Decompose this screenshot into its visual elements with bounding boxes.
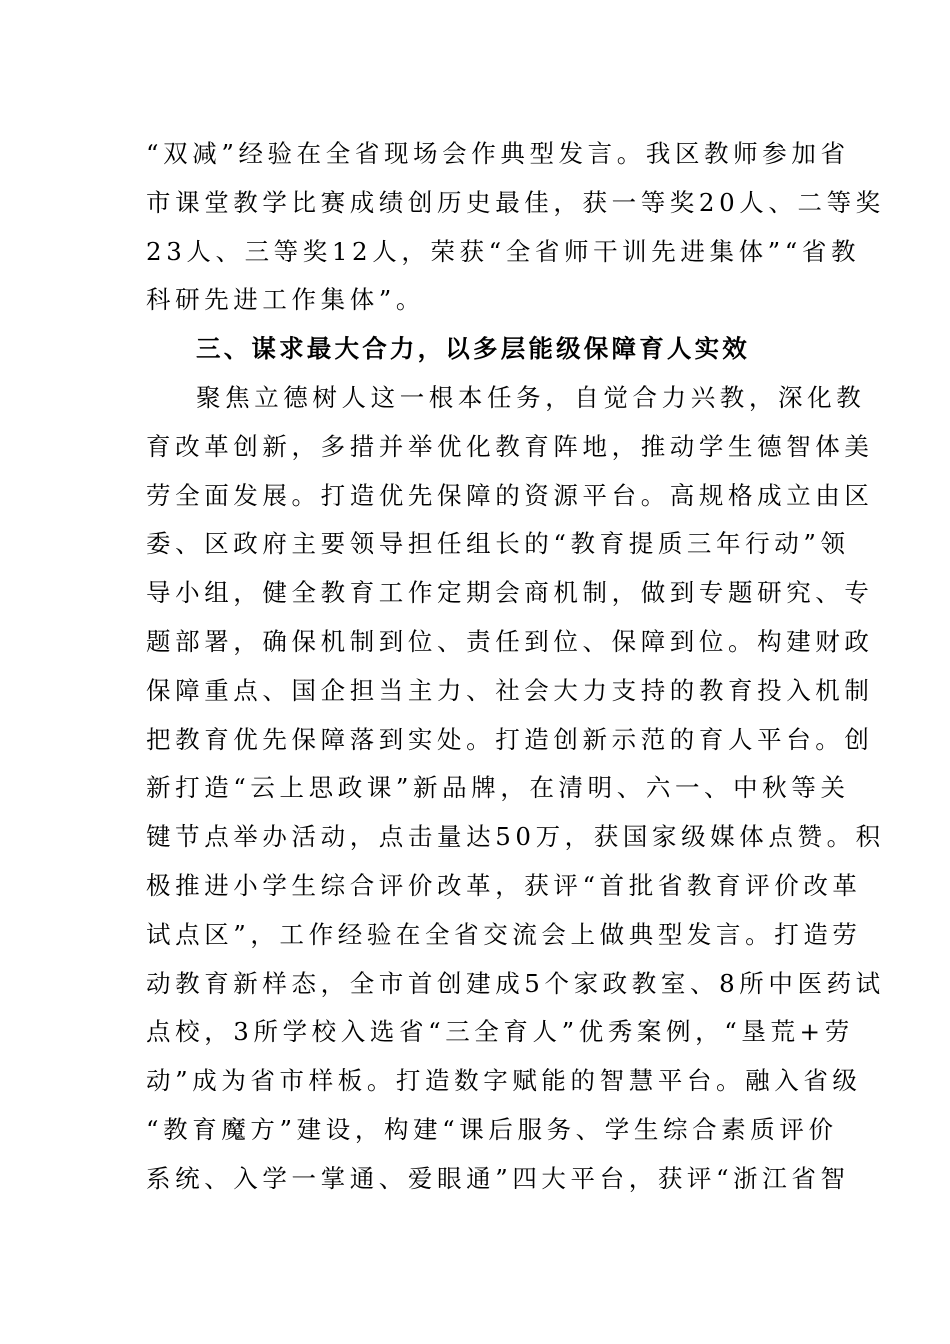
text-line: 试点区”，工作经验在全省交流会上做典型发言。打造劳	[146, 919, 862, 949]
text-line: 育改革创新，多措并举优化教育阵地，推动学生德智体美	[146, 431, 874, 461]
text-line: 市课堂教学比赛成绩创历史最佳，获一等奖20人、二等奖	[146, 187, 885, 217]
document-page	[146, 130, 885, 1204]
text-line: 新打造“云上思政课”新品牌，在清明、六一、中秋等关	[146, 773, 850, 803]
text-line: 把教育优先保障落到实处。打造创新示范的育人平台。创	[146, 724, 874, 754]
paragraph-first-line: 聚焦立德树人这一根本任务，自觉合力兴教，深化教	[196, 382, 866, 412]
text-line: 保障重点、国企担当主力、社会大力支持的教育投入机制	[146, 675, 874, 705]
text-line: 导小组，健全教育工作定期会商机制，做到专题研究、专	[146, 578, 874, 608]
text-line: 键节点举办活动，点击量达50万，获国家级媒体点赞。积	[146, 822, 885, 852]
text-line: 动”成为省市样板。打造数字赋能的智慧平台。融入省级	[146, 1066, 862, 1096]
text-line: 题部署，确保机制到位、责任到位、保障到位。构建财政	[146, 626, 874, 656]
text-line: “双减”经验在全省现场会作典型发言。我区教师参加省	[146, 139, 850, 168]
text-line: 点校，3所学校入选省“三全育人”优秀案例，“垦荒+劳	[146, 1017, 854, 1047]
text-line: “教育魔方”建设，构建“课后服务、学生综合素质评价	[146, 1114, 838, 1144]
text-line: 系统、入学一掌通、爱眼通”四大平台，获评“浙江省智	[146, 1163, 850, 1193]
section-heading: 三、谋求最大合力，以多层能级保障育人实效	[196, 334, 750, 364]
text-line: 23人、三等奖12人，荣获“全省师干训先进集体”“省教	[146, 236, 861, 266]
text-line: 动教育新样态，全市首创建成5个家政教室、8所中医药试	[146, 968, 885, 998]
text-line: 劳全面发展。打造优先保障的资源平台。高规格成立由区	[146, 480, 874, 510]
text-line: 极推进小学生综合评价改革，获评“首批省教育评价改革	[146, 870, 862, 900]
text-line: 委、区政府主要领导担任组长的“教育提质三年行动”领	[146, 529, 850, 559]
text-line: 科研先进工作集体”。	[146, 285, 426, 315]
